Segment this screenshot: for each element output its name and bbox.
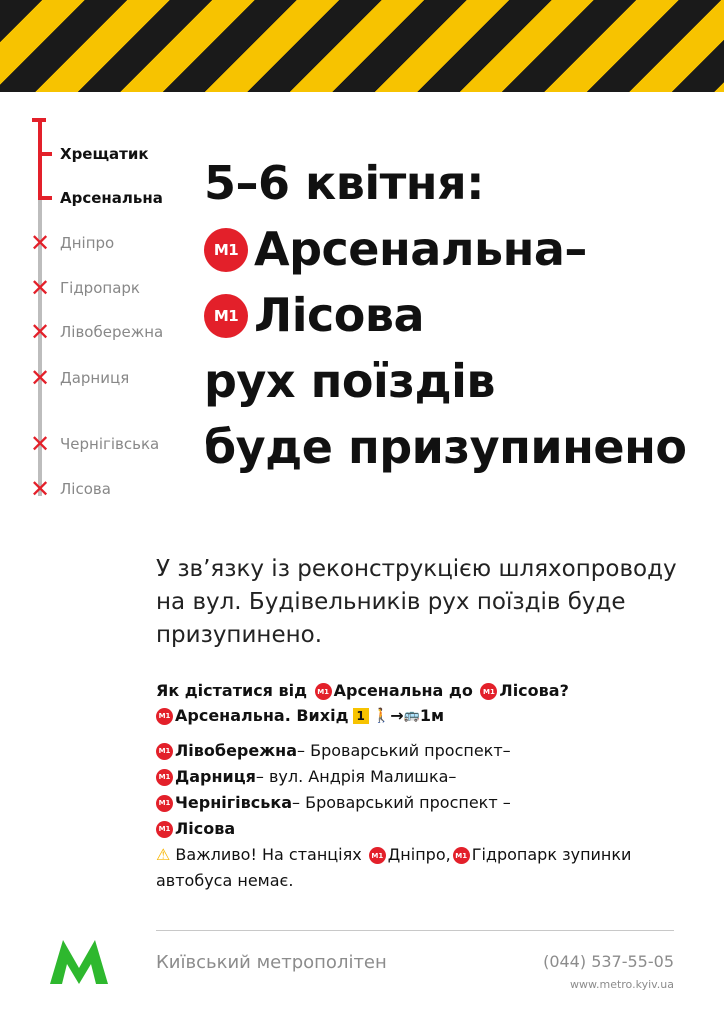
station-label: Лівобережна [60,323,164,341]
footer-divider [156,930,674,931]
heading-line-5: буде призупинено [204,420,687,474]
how-to-get-heading [156,678,716,704]
station-khreshchatyk [20,144,149,164]
station-chernihivska [20,430,160,458]
exit-station: Арсенальна. Вихід [175,706,349,725]
route-stop-street: – вул. Андрія Малишка– [255,767,457,786]
kyiv-metro-logo-icon [50,940,108,984]
route-stop [156,790,716,816]
how-text: до [443,681,479,700]
route-stop-street: – Броварський проспект– [297,741,511,760]
station-label: Лісова [60,480,111,498]
metro-line-badge: М1 [156,743,173,760]
warning-icon: ⚠ [156,845,171,864]
closed-cross-icon: ✕ [29,229,51,257]
note-station: Гідропарк [471,845,557,864]
bus-route [156,738,716,842]
station-label: Чернігівська [60,435,160,453]
station-label: Дарниця [60,369,130,387]
closed-cross-icon: ✕ [29,475,51,503]
note-line [156,842,716,868]
bus-icon: 🚌 [403,708,420,723]
route-stop [156,764,716,790]
important-note [156,842,716,894]
walk-icon: 🚶 [372,708,391,724]
route-stop-station: Чернігівська [175,793,292,812]
closed-cross-icon: ✕ [29,430,51,458]
metro-line-badge: М1 [453,847,470,864]
how-station-from: Арсенальна [333,681,444,700]
station-lisova [20,475,111,503]
closed-cross-icon: ✕ [29,364,51,392]
station-label: Арсенальна [60,189,163,207]
exit-distance: 1м [419,706,445,725]
route-stop-street: – Броварський проспект – [292,793,511,812]
note-station: Дніпро, [387,845,451,864]
station-livoberezhna [20,318,164,346]
line-scheme [20,118,200,508]
exit-instruction [156,705,716,727]
heading-station-to [204,282,714,348]
station-dnipro [20,229,115,257]
heading-station-to-label: Лісова [254,288,424,342]
how-station-to: Лісова? [499,681,569,700]
note-text: зупинки [557,845,632,864]
organization-name: Київський метрополітен [156,952,387,973]
route-stop [156,816,716,842]
intro-text: У зв’язку із реконструкцією шляхопроводу на вул. Будівельників рух поїздів буде призупинено. [156,556,677,648]
route-stop-station: Дарниця [175,767,256,786]
exit-number-badge: 1 [353,708,369,724]
closed-cross-icon: ✕ [29,318,51,346]
station-darnytsia [20,364,130,392]
heading-station-from-label: Арсенальна– [254,222,587,276]
metro-line-badge: М1 [156,708,173,725]
station-label: Гідропарк [60,279,140,297]
heading-station-from [204,216,714,282]
station-hidropark [20,274,140,302]
route-stop-station: Лісова [175,819,236,838]
arrow-icon: → [390,706,404,725]
station-label: Дніпро [60,234,115,252]
metro-line-badge: М1 [156,821,173,838]
metro-line-badge: М1 [204,294,248,338]
metro-line-badge: М1 [156,769,173,786]
station-label: Хрещатик [60,145,149,163]
heading-line-4: рух поїздів [204,354,496,408]
metro-line-badge: М1 [315,683,332,700]
metro-line-badge: М1 [369,847,386,864]
metro-line-badge: М1 [204,228,248,272]
phone-number: (044) 537-55-05 [543,952,674,971]
route-stop [156,738,716,764]
hazard-stripes-banner [0,0,724,92]
metro-line-badge: М1 [156,795,173,812]
metro-line-badge: М1 [480,683,497,700]
note-line: автобуса немає. [156,871,294,890]
route-stop-station: Лівобережна [175,741,297,760]
heading-date: 5–6 квітня: [204,156,485,210]
main-heading [204,150,714,480]
station-arsenalna [20,188,163,208]
closed-cross-icon: ✕ [29,274,51,302]
note-text: Важливо! На станціях [170,845,367,864]
website-link[interactable]: www.metro.kyiv.ua [570,978,674,991]
how-text: Як дістатися від [156,681,313,700]
